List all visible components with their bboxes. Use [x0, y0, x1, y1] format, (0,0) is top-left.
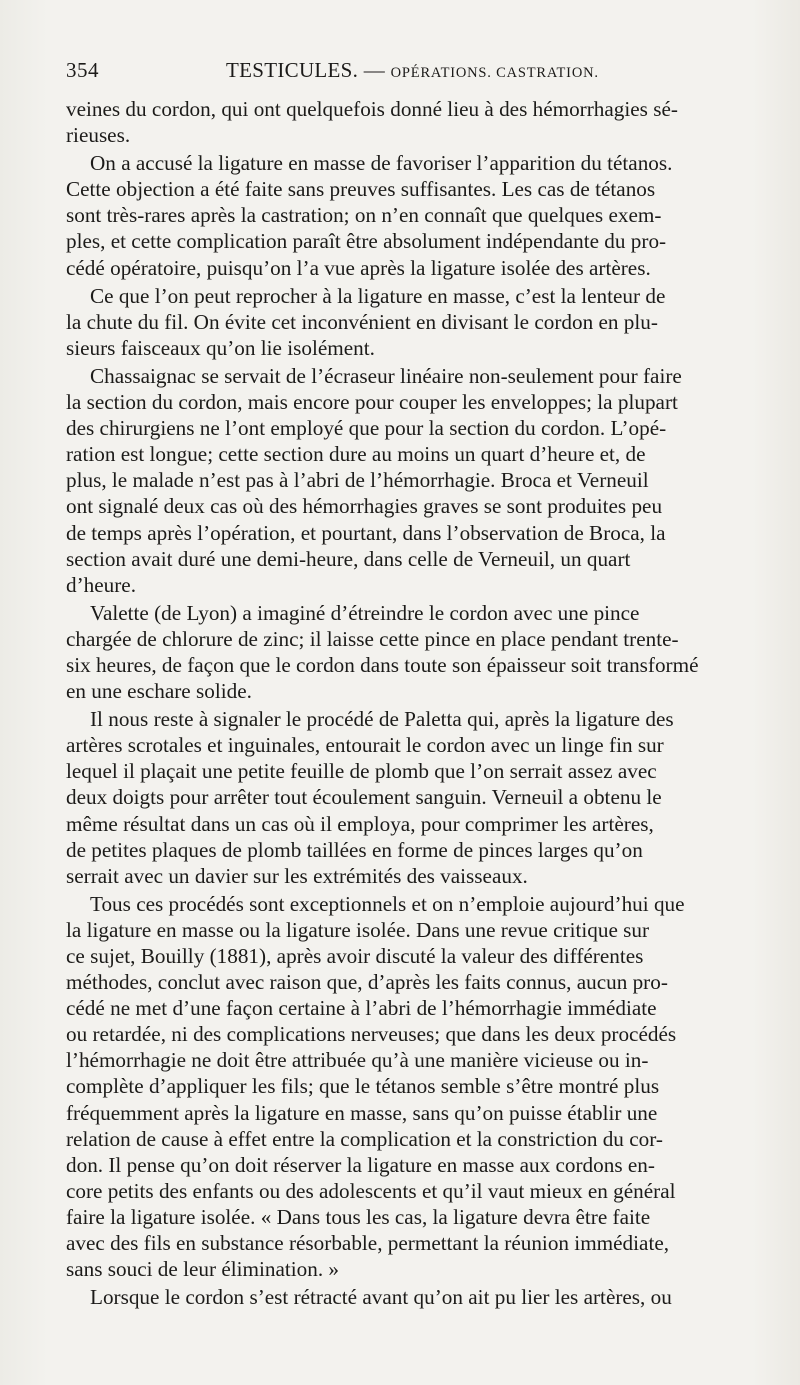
text-line: en une eschare solide. — [66, 679, 252, 704]
header-title: TESTICULES. — [226, 58, 359, 82]
body-text — [66, 96, 738, 1310]
text-line: sans souci de leur élimination. » — [66, 1257, 340, 1282]
text-line: serrait avec un davier sur les extrémités des vaisseaux. — [66, 863, 528, 888]
text-line: ou retardée, ni des complications nerveuses; que dans les deux procédés — [66, 1022, 677, 1047]
text-line: méthodes, conclut avec raison que, d’après les faits connus, aucun pro- — [66, 970, 668, 995]
text-line: même résultat dans un cas où il employa, pour comprimer les artères, — [66, 811, 654, 836]
text-line: Chassaignac se servait de l’écraseur linéaire non-seulement pour faire — [90, 363, 682, 388]
text-line: Lorsque le cordon s’est rétracté avant qu’on ait pu lier les artères, ou — [90, 1285, 672, 1310]
page-number: 354 — [66, 58, 99, 82]
text-line: section avait duré une demi-heure, dans celle de Verneuil, un quart — [66, 546, 631, 571]
text-line: ont signalé deux cas où des hémorrhagies graves se sont produites peu — [66, 494, 663, 519]
text-line: des chirurgiens ne l’ont employé que pour la section du cordon. L’opé- — [66, 416, 667, 441]
text-line: fréquemment après la ligature en masse, sans qu’on puisse établir une — [66, 1100, 658, 1125]
text-line: relation de cause à effet entre la complication et la constriction du cor- — [66, 1126, 663, 1151]
text-line: six heures, de façon que le cordon dans toute son épaisseur soit transformé — [66, 652, 699, 677]
text-line: chargée de chlorure de zinc; il laisse cette pince en place pendant trente- — [66, 626, 679, 651]
text-line: d’heure. — [66, 572, 136, 597]
text-line: avec des fils en substance résorbable, permettant la réunion immédiate, — [66, 1231, 670, 1256]
text-line: On a accusé la ligature en masse de favoriser l’apparition du tétanos. — [90, 151, 673, 176]
text-line: l’hémorrhagie ne doit être attribuée qu’à une manière vicieuse ou in- — [66, 1048, 649, 1073]
text-line: artères scrotales et inguinales, entourait le cordon avec un linge fin sur — [66, 733, 664, 758]
text-line: deux doigts pour arrêter tout écoulement sanguin. Verneuil a obtenu le — [66, 785, 662, 810]
text-line: faire la ligature isolée. « Dans tous les cas, la ligature devra être faite — [66, 1204, 651, 1229]
text-line: ples, et cette complication paraît être absolument indépendante du pro- — [66, 229, 667, 254]
text-line: de temps après l’opération, et pourtant, dans l’observation de Broca, la — [66, 520, 666, 545]
header-dash: — — [363, 58, 386, 82]
text-line: Valette (de Lyon) a imaginé d’étreindre le cordon avec une pince — [90, 600, 640, 625]
running-title — [226, 58, 599, 83]
text-line: ration est longue; cette section dure au moins un quart d’heure et, de — [66, 442, 646, 467]
text-line: la ligature en masse ou la ligature isolée. Dans une revue critique sur — [66, 917, 650, 942]
text-line: veines du cordon, qui ont quelquefois donné lieu à des hémorrhagies sé- — [66, 97, 678, 121]
header-section: OPÉRATIONS. CASTRATION. — [390, 65, 599, 81]
text-line: la section du cordon, mais encore pour couper les enveloppes; la plupart — [66, 390, 678, 415]
text-line: don. Il pense qu’on doit réserver la ligature en masse aux cordons en- — [66, 1152, 655, 1177]
text-line: rieuses. — [66, 123, 131, 148]
text-line: cédé ne met d’une façon certaine à l’abri de l’hémorrhagie immédiate — [66, 996, 657, 1021]
text-line: core petits des enfants ou des adolescents et qu’il vaut mieux en général — [66, 1178, 676, 1203]
running-header — [66, 58, 738, 88]
text-line: la chute du fil. On évite cet inconvénient en divisant le cordon en plu- — [66, 309, 658, 334]
text-line: Tous ces procédés sont exceptionnels et on n’emploie aujourd’hui que — [90, 891, 685, 916]
text-line: lequel il plaçait une petite feuille de plomb que l’on serrait assez avec — [66, 759, 657, 784]
text-line: sieurs faisceaux qu’on lie isolément. — [66, 335, 375, 360]
text-line: plus, le malade n’est pas à l’abri de l’hémorrhagie. Broca et Verneuil — [66, 468, 649, 493]
text-line: Cette objection a été faite sans preuves suffisantes. Les cas de tétanos — [66, 177, 656, 202]
text-line: sont très-rares après la castration; on n’en connaît que quelques exem- — [66, 203, 662, 228]
text-line: de petites plaques de plomb taillées en forme de pinces larges qu’on — [66, 837, 643, 862]
text-line: ce sujet, Bouilly (1881), après avoir discuté la valeur des différentes — [66, 944, 644, 968]
text-line: Il nous reste à signaler le procédé de Paletta qui, après la ligature des — [90, 707, 674, 732]
text-line: complète d’appliquer les fils; que le tétanos semble s’être montré plus — [66, 1074, 660, 1099]
text-line: Ce que l’on peut reprocher à la ligature en masse, c’est la lenteur de — [90, 283, 666, 308]
text-line: cédé opératoire, puisqu’on l’a vue après la ligature isolée des artères. — [66, 255, 651, 280]
